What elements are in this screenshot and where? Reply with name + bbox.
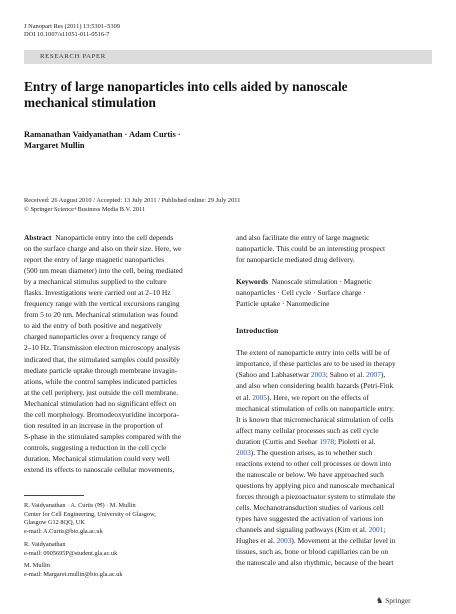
intro-text: cells. Mechanotransduction studies of various cell xyxy=(236,502,384,512)
intro-line xyxy=(236,480,434,491)
abstract-line xyxy=(24,287,222,298)
left-column xyxy=(24,232,222,475)
affiliations xyxy=(24,502,224,584)
keywords-line xyxy=(236,298,434,309)
affiliation-line: e-mail: A.Curtis@bio.gla.ac.uk xyxy=(24,528,103,536)
authors-line: Ramanathan Vaidyanathan · Adam Curtis · xyxy=(24,130,181,139)
article-title xyxy=(24,79,384,110)
intro-text: ; Pioletti et al. xyxy=(334,436,376,446)
intro-text: importance, if these particles are to be used in therapy xyxy=(236,359,396,369)
abstract-text: the cell morphology. Bromodeoxyuridine incorpora- xyxy=(24,409,179,419)
citation-link: 2007 xyxy=(366,370,381,380)
dates-line: Received: 26 August 2010 / Accepted: 13 July 2011 / Published online: 29 July 2011 xyxy=(24,197,241,204)
intro-text: Hughes et al. xyxy=(236,536,277,546)
author-list xyxy=(24,129,324,151)
publisher-name: Springer xyxy=(385,596,411,605)
citation-link: 2003 xyxy=(310,370,326,380)
intro-text: et al. xyxy=(236,392,253,402)
intro-line xyxy=(236,414,434,425)
abstract-text: (500 nm mean diameter) into the cell, being mediated xyxy=(24,266,183,276)
abstract-text: Nanoparticle entry into the cell depends xyxy=(55,233,174,242)
abstract-line xyxy=(24,254,222,265)
abstract-line xyxy=(24,243,222,254)
intro-text: ). The question arises, as to whether such xyxy=(250,447,373,457)
abstract-text: from 5 to 20 nm. Mechanical stimulation was found xyxy=(24,310,178,320)
abstract-line xyxy=(24,309,222,320)
copyright-line: © Springer Science+Business Media B.V. 2011 xyxy=(24,205,146,213)
abstract-text: report the entry of large magnetic nanoparticles xyxy=(24,255,165,265)
abstract-line xyxy=(24,320,222,331)
abstract-text: mediate particle uptake through membrane invagin- xyxy=(24,365,178,375)
intro-line xyxy=(236,491,434,502)
abstract-text: duration. Mechanical stimulation could very well xyxy=(24,453,170,463)
affiliation-block xyxy=(24,562,224,579)
keywords-heading: Keywords xyxy=(236,277,269,287)
citation-link: 1978 xyxy=(319,436,335,446)
affiliation-block xyxy=(24,502,224,537)
affiliation-line: R. Vaidyanathan xyxy=(24,540,66,548)
intro-line xyxy=(236,392,434,403)
intro-line xyxy=(236,347,434,358)
journal-citation: J Nanopart Res (2011) 13:5301–5309 xyxy=(24,23,120,30)
intro-text: (Sahoo and Labhasetwar xyxy=(236,370,311,380)
citation-link: 2005 xyxy=(252,392,267,402)
abstract-line xyxy=(24,276,222,287)
intro-line xyxy=(236,469,434,480)
intro-text: The extent of nanoparticle entry into cells will be of xyxy=(236,348,390,358)
doi: DOI 10.1007/s11051-011-0516-7 xyxy=(24,31,110,39)
abstract-text: Mechanical stimulation had no significant effect on xyxy=(24,398,177,408)
abstract-line xyxy=(24,387,222,398)
journal-header xyxy=(24,23,120,40)
abstract-line xyxy=(24,420,222,431)
abstract-line xyxy=(24,232,222,243)
intro-text: ; xyxy=(383,525,386,535)
abstract-line: for nanoparticle mediated drug delivery. xyxy=(236,255,355,265)
abstract-text: flasks. Investigations were carried out at 2–10 Hz xyxy=(24,288,171,298)
abstract-line xyxy=(24,431,222,442)
abstract-text: indicated that, the stimulated samples could possibly xyxy=(24,354,180,364)
intro-text: ). Here, we report on the effects of xyxy=(267,392,369,402)
intro-line xyxy=(236,557,434,568)
abstract-line: and also facilitate the entry of large magnetic xyxy=(236,233,370,242)
citation-link: 2003 xyxy=(236,447,251,457)
intro-line xyxy=(236,380,434,391)
intro-line xyxy=(236,369,434,380)
intro-text: ). Movement at the cellular level in xyxy=(291,536,396,546)
intro-text: tissues, such as, bone or blood capillaries can be on xyxy=(236,547,389,557)
intro-text: ; Sahoo et al. xyxy=(325,370,367,380)
intro-line xyxy=(236,524,434,535)
intro-text: the nanoscale and also rhythmic, because of the heart xyxy=(236,558,394,568)
abstract-line xyxy=(24,398,222,409)
abstract-line: nanoparticle. This could be an interesting prospect xyxy=(236,244,386,254)
publication-dates xyxy=(24,197,424,215)
intro-text: channels and signaling pathways (Kim et al. xyxy=(236,525,369,535)
abstract-text: extend its effects to nanoscale cellular movements, xyxy=(24,464,175,474)
intro-text: mechanical stimulation of cells on nanoparticle entry. xyxy=(236,403,395,413)
title-line: Entry of large nanoparticles into cells aided by nanoscale xyxy=(24,79,348,94)
intro-line xyxy=(236,535,434,546)
abstract-line xyxy=(24,464,222,475)
intro-text: the nanoscale or below. We have approached such xyxy=(236,469,384,479)
affiliation-line: Glasgow G12 8QQ, UK xyxy=(24,519,85,527)
abstract-text: ations, while the control samples indicated particles xyxy=(24,376,177,386)
keywords-text: Particle uptake · Nanomedicine xyxy=(236,299,330,309)
springer-horse-icon: ♞ xyxy=(376,596,384,605)
abstract-text: charged nanoparticles over a frequency range of xyxy=(24,332,167,342)
intro-line xyxy=(236,502,434,513)
right-column xyxy=(236,232,434,568)
keywords-line xyxy=(236,276,434,287)
abstract-text: controls, suggesting a reduction in the cell cycle xyxy=(24,442,167,452)
abstract-line xyxy=(24,354,222,365)
abstract-line xyxy=(24,342,222,353)
affiliation-line: e-mail: 0905695P@student.gla.ac.uk xyxy=(24,549,118,557)
title-line: mechanical stimulation xyxy=(24,94,156,110)
intro-line xyxy=(236,447,434,458)
citation-link: 2001 xyxy=(368,525,384,535)
abstract-text: on the surface charge and also on their size. Here, we xyxy=(24,244,182,254)
affiliation-line: R. Vaidyanathan · A. Curtis (✉) · M. Mullin xyxy=(24,502,136,509)
intro-line xyxy=(236,436,434,447)
abstract-text: to aid the entry of both positive and negatively xyxy=(24,321,162,331)
abstract-text: at the cell periphery, just outside the cell membrane. xyxy=(24,387,179,397)
intro-line xyxy=(236,425,434,436)
citation-link: 2003 xyxy=(276,536,292,546)
springer-logo xyxy=(376,596,411,605)
affiliation-block xyxy=(24,541,224,558)
authors-line: Margaret Mullin xyxy=(24,141,85,151)
intro-line xyxy=(236,513,434,524)
section-label: RESEARCH PAPER xyxy=(40,53,106,60)
spacer xyxy=(236,309,434,325)
affiliation-line: Center for Cell Engineering, University of Glasgow, xyxy=(24,510,156,518)
abstract-line xyxy=(24,365,222,376)
intro-text: questions by applying pico and nanoscale mechanical xyxy=(236,480,395,490)
intro-text: types have suggested the activation of various ion xyxy=(236,514,384,524)
intro-line xyxy=(236,546,434,557)
abstract-line xyxy=(24,453,222,464)
intro-text: reactions extend to other cell processes or down into xyxy=(236,458,392,468)
intro-text: affect many cellular processes such as cell cycle xyxy=(236,425,379,435)
keywords-text: nanoparticles · Cell cycle · Surface charge · xyxy=(236,288,366,298)
spacer xyxy=(236,336,434,347)
abstract-text: 2–10 Hz. Transmission electron microscopy analysis xyxy=(24,343,181,353)
abstract-text: tion resulted in an increase in the proportion of xyxy=(24,420,163,430)
keywords-text: Nanoscale stimulation · Magnetic xyxy=(271,277,372,287)
intro-text: ), xyxy=(380,370,386,380)
intro-text: It is known that micromechanical stimulation of cells xyxy=(236,414,394,424)
section-bar xyxy=(24,50,432,64)
spacer xyxy=(236,265,434,276)
affiliation-line: M. Mullin xyxy=(24,562,50,570)
section-heading-introduction: Introduction xyxy=(236,326,279,336)
affiliation-line: e-mail: Margaret.mullin@bio.gla.ac.uk xyxy=(24,570,123,578)
intro-text: and also when considering health hazards (Petri-Fink xyxy=(236,381,394,391)
intro-line xyxy=(236,358,434,369)
footnote-rule xyxy=(24,495,84,496)
intro-text: forces through a piezoactuator system to stimulate the xyxy=(236,491,396,501)
abstract-line xyxy=(24,331,222,342)
intro-line xyxy=(236,403,434,414)
intro-line xyxy=(236,458,434,469)
abstract-line xyxy=(24,409,222,420)
abstract-text: frequency range with the vertical excursions ranging xyxy=(24,299,180,309)
abstract-line xyxy=(24,376,222,387)
abstract-line xyxy=(24,442,222,453)
intro-text: duration (Curtis and Seehar xyxy=(236,436,320,446)
abstract-line xyxy=(24,265,222,276)
abstract-line xyxy=(24,298,222,309)
keywords-line xyxy=(236,287,434,298)
abstract-text: by a mechanical stimulus supplied to the culture xyxy=(24,277,167,287)
abstract-text: S-phase in the stimulated samples compared with the xyxy=(24,431,182,441)
abstract-heading: Abstract xyxy=(24,233,52,242)
